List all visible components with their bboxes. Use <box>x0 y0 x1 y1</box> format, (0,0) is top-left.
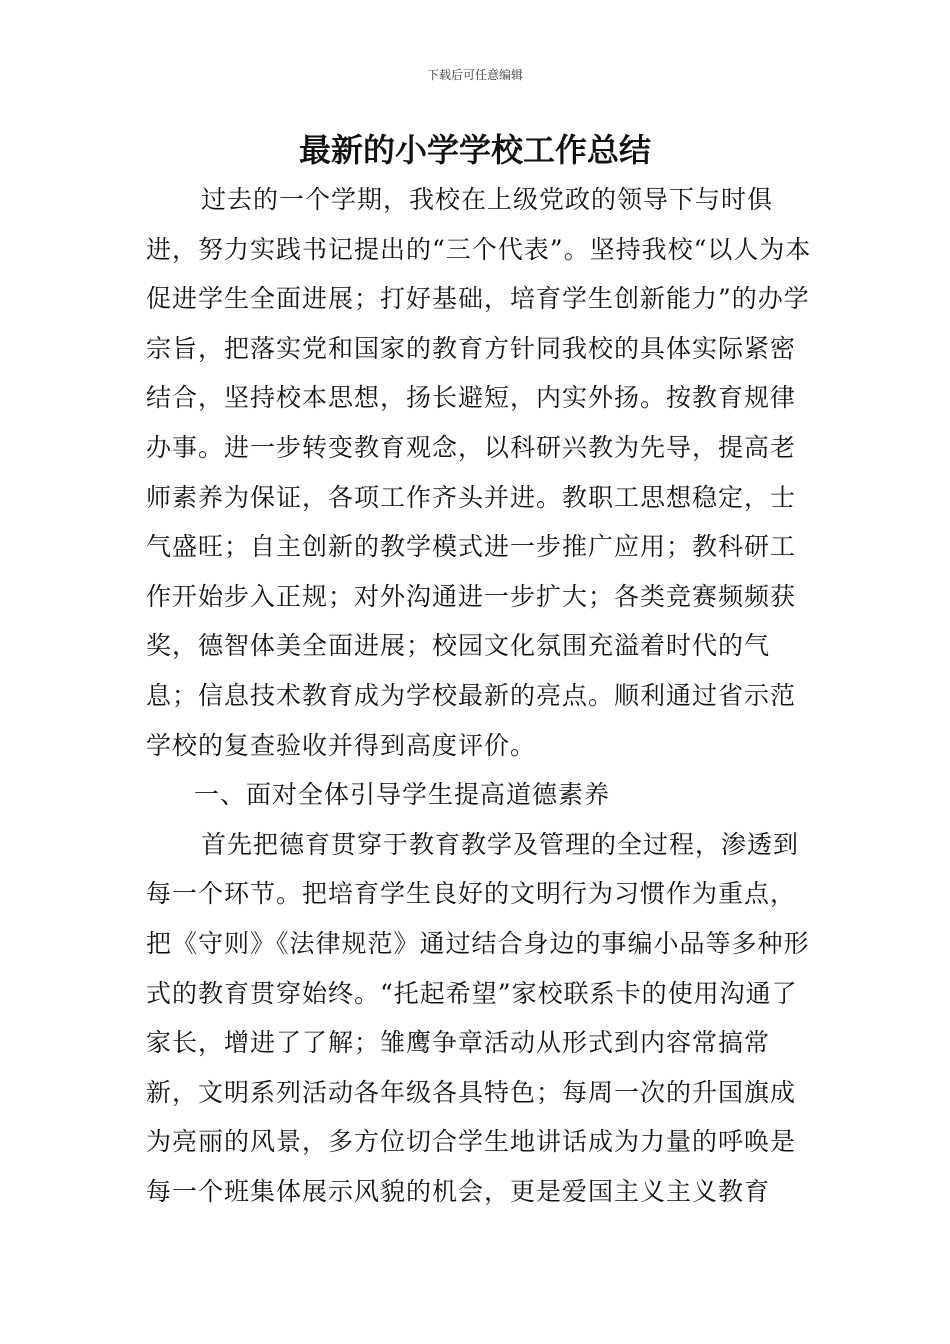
paragraph-section-1: 首先把德育贯穿于教育教学及管理的全过程，渗透到每一个环节。把培育学生良好的文明行为习惯作为重点，把《守则》《法律规范》通过结合身边的事编小品等多种形式的教育贯穿始终。“托起希望”家校联系卡的使用沟通了家长，增进了了解；雏鹰争章活动从形式到内容常搞常新，文明系列活动各年级各具特色；每周一次的升国旗成为亮丽的风景，多方位切合学生地讲话成为力量的呼唤是每一个班集体展示风貌的机会，更是爱国主义主义教育 <box>146 829 810 1206</box>
document-title: 最新的小学学校工作总结 <box>298 131 651 169</box>
document-body <box>146 175 816 1216</box>
paragraph-intro: 过去的一个学期，我校在上级党政的领导下与时俱进，努力实践书记提出的“三个代表”。坚持我校“以人为本促进学生全面进展；打好基础，培育学生创新能力”的办学宗旨，把落实党和国家的教育方针同我校的具体实际紧密结合，坚持校本思想，扬长避短，内实外扬。按教育规律办事。进一步转变教育观念，以科研兴教为先导，提高老师素养为保证，各项工作齐头并进。教职工思想稳定，士气盛旺；自主创新的教学模式进一步推广应用；教科研工作开始步入正规；对外沟通进一步扩大；各类竞赛频频获奖，德智体美全面进展；校园文化氛围充溢着时代的气息；信息技术教育成为学校最新的亮点。顺利通过省示范学校的复查验收并得到高度评价。 <box>146 185 812 760</box>
header-note: 下载后可任意编辑 <box>426 68 523 82</box>
section-heading-1: 一、面对全体引导学生提高道德素养 <box>194 780 611 810</box>
